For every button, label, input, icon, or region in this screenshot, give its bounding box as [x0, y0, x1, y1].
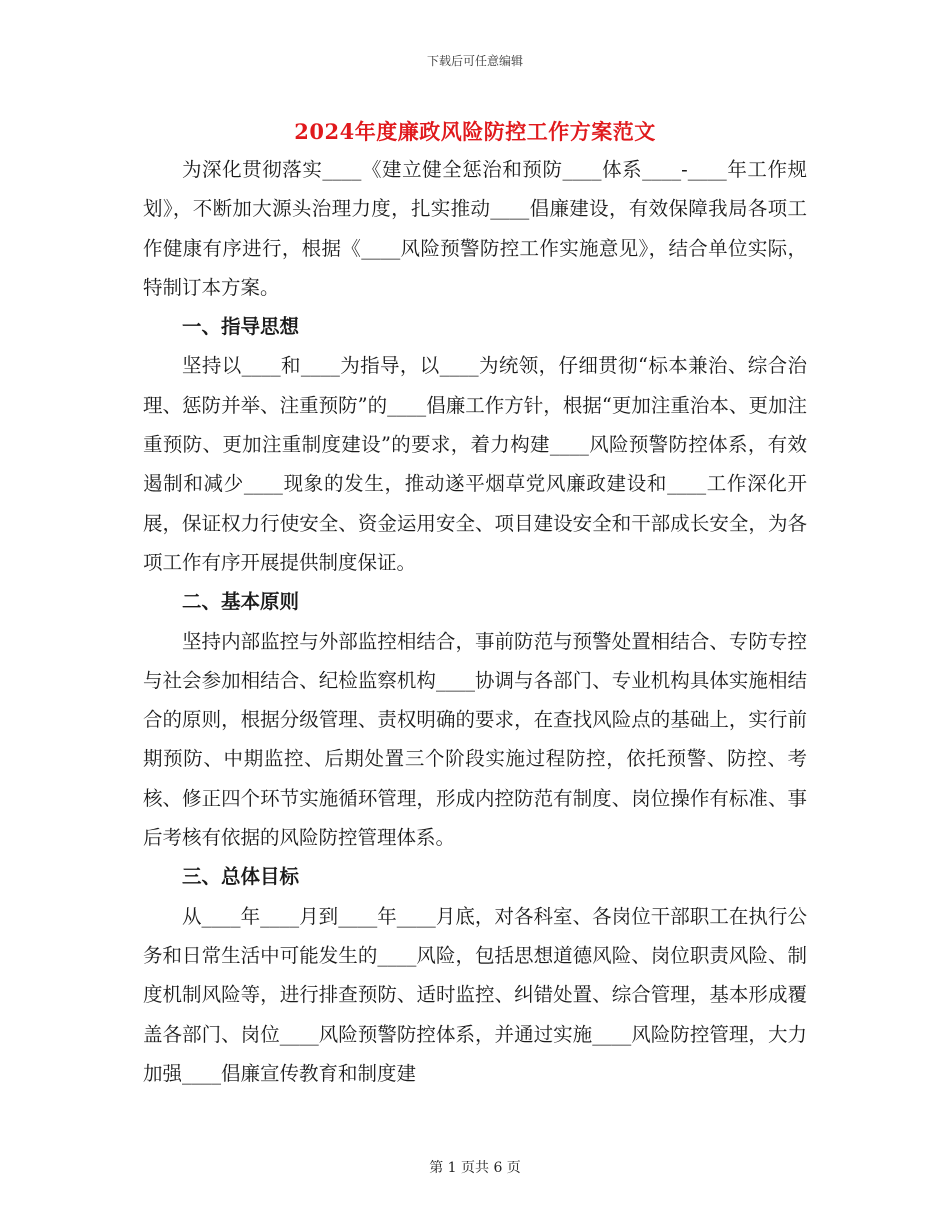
- page-number: 第 1 页共 6 页: [429, 1160, 521, 1176]
- section-heading-guiding-thought: 一、指导思想: [182, 315, 300, 339]
- section-body-basic-principles: 坚持内部监控与外部监控相结合，事前防范与预警处置相结合、专防专控与社会参加相结合、纪检监察机构____协调与各部门、专业机构具体实施相结合的原则，根据分级管理、责权明确的要求，在查找风险点的基础上，实行前期预防、中期监控、后期处置三个阶段实施过程防控，依托预警、防控、考核、修正四个环节实施循环管理，形成内控防范有制度、岗位操作有标准、事后考核有依据的风险防控管理体系。: [143, 629, 807, 850]
- intro-paragraph: 为深化贯彻落实____《建立健全惩治和预防____体系____-____年工作规划》，不断加大源头治理力度，扎实推动____倡廉建设，有效保障我局各项工作健康有序进行，根据《____风险预警防控工作实施意见》，结合单位实际，特制订本方案。: [143, 158, 807, 299]
- section-heading-basic-principles: 二、基本原则: [182, 590, 300, 614]
- section-body-guiding-thought: 坚持以____和____为指导，以____为统领，仔细贯彻“标本兼治、综合治理、惩防并举、注重预防”的____倡廉工作方针，根据“更加注重治本、更加注重预防、更加注重制度建设”的要求，着力构建____风险预警防控体系，有效遏制和减少____现象的发生，推动遂平烟草党风廉政建设和____工作深化开展，保证权力行使安全、资金运用安全、项目建设安全和干部成长安全，为各项工作有序开展提供制度保证。: [143, 354, 807, 574]
- section-heading-overall-goals: 三、总体目标: [182, 865, 300, 889]
- document-body: [143, 150, 807, 1093]
- section-body-overall-goals: 从____年____月到____年____月底，对各科室、各岗位干部职工在执行公务和日常生活中可能发生的____风险，包括思想道德风险、岗位职责风险、制度机制风险等，进行排查预防、适时监控、纠错处置、综合管理，基本形成覆盖各部门、岗位____风险预警防控体系，并通过实施____风险防控管理，大力加强____倡廉宣传教育和制度建: [143, 904, 807, 1085]
- header-note: 下载后可任意编辑: [426, 54, 523, 68]
- document-title: 2024年度廉政风险防控工作方案范文: [294, 119, 656, 144]
